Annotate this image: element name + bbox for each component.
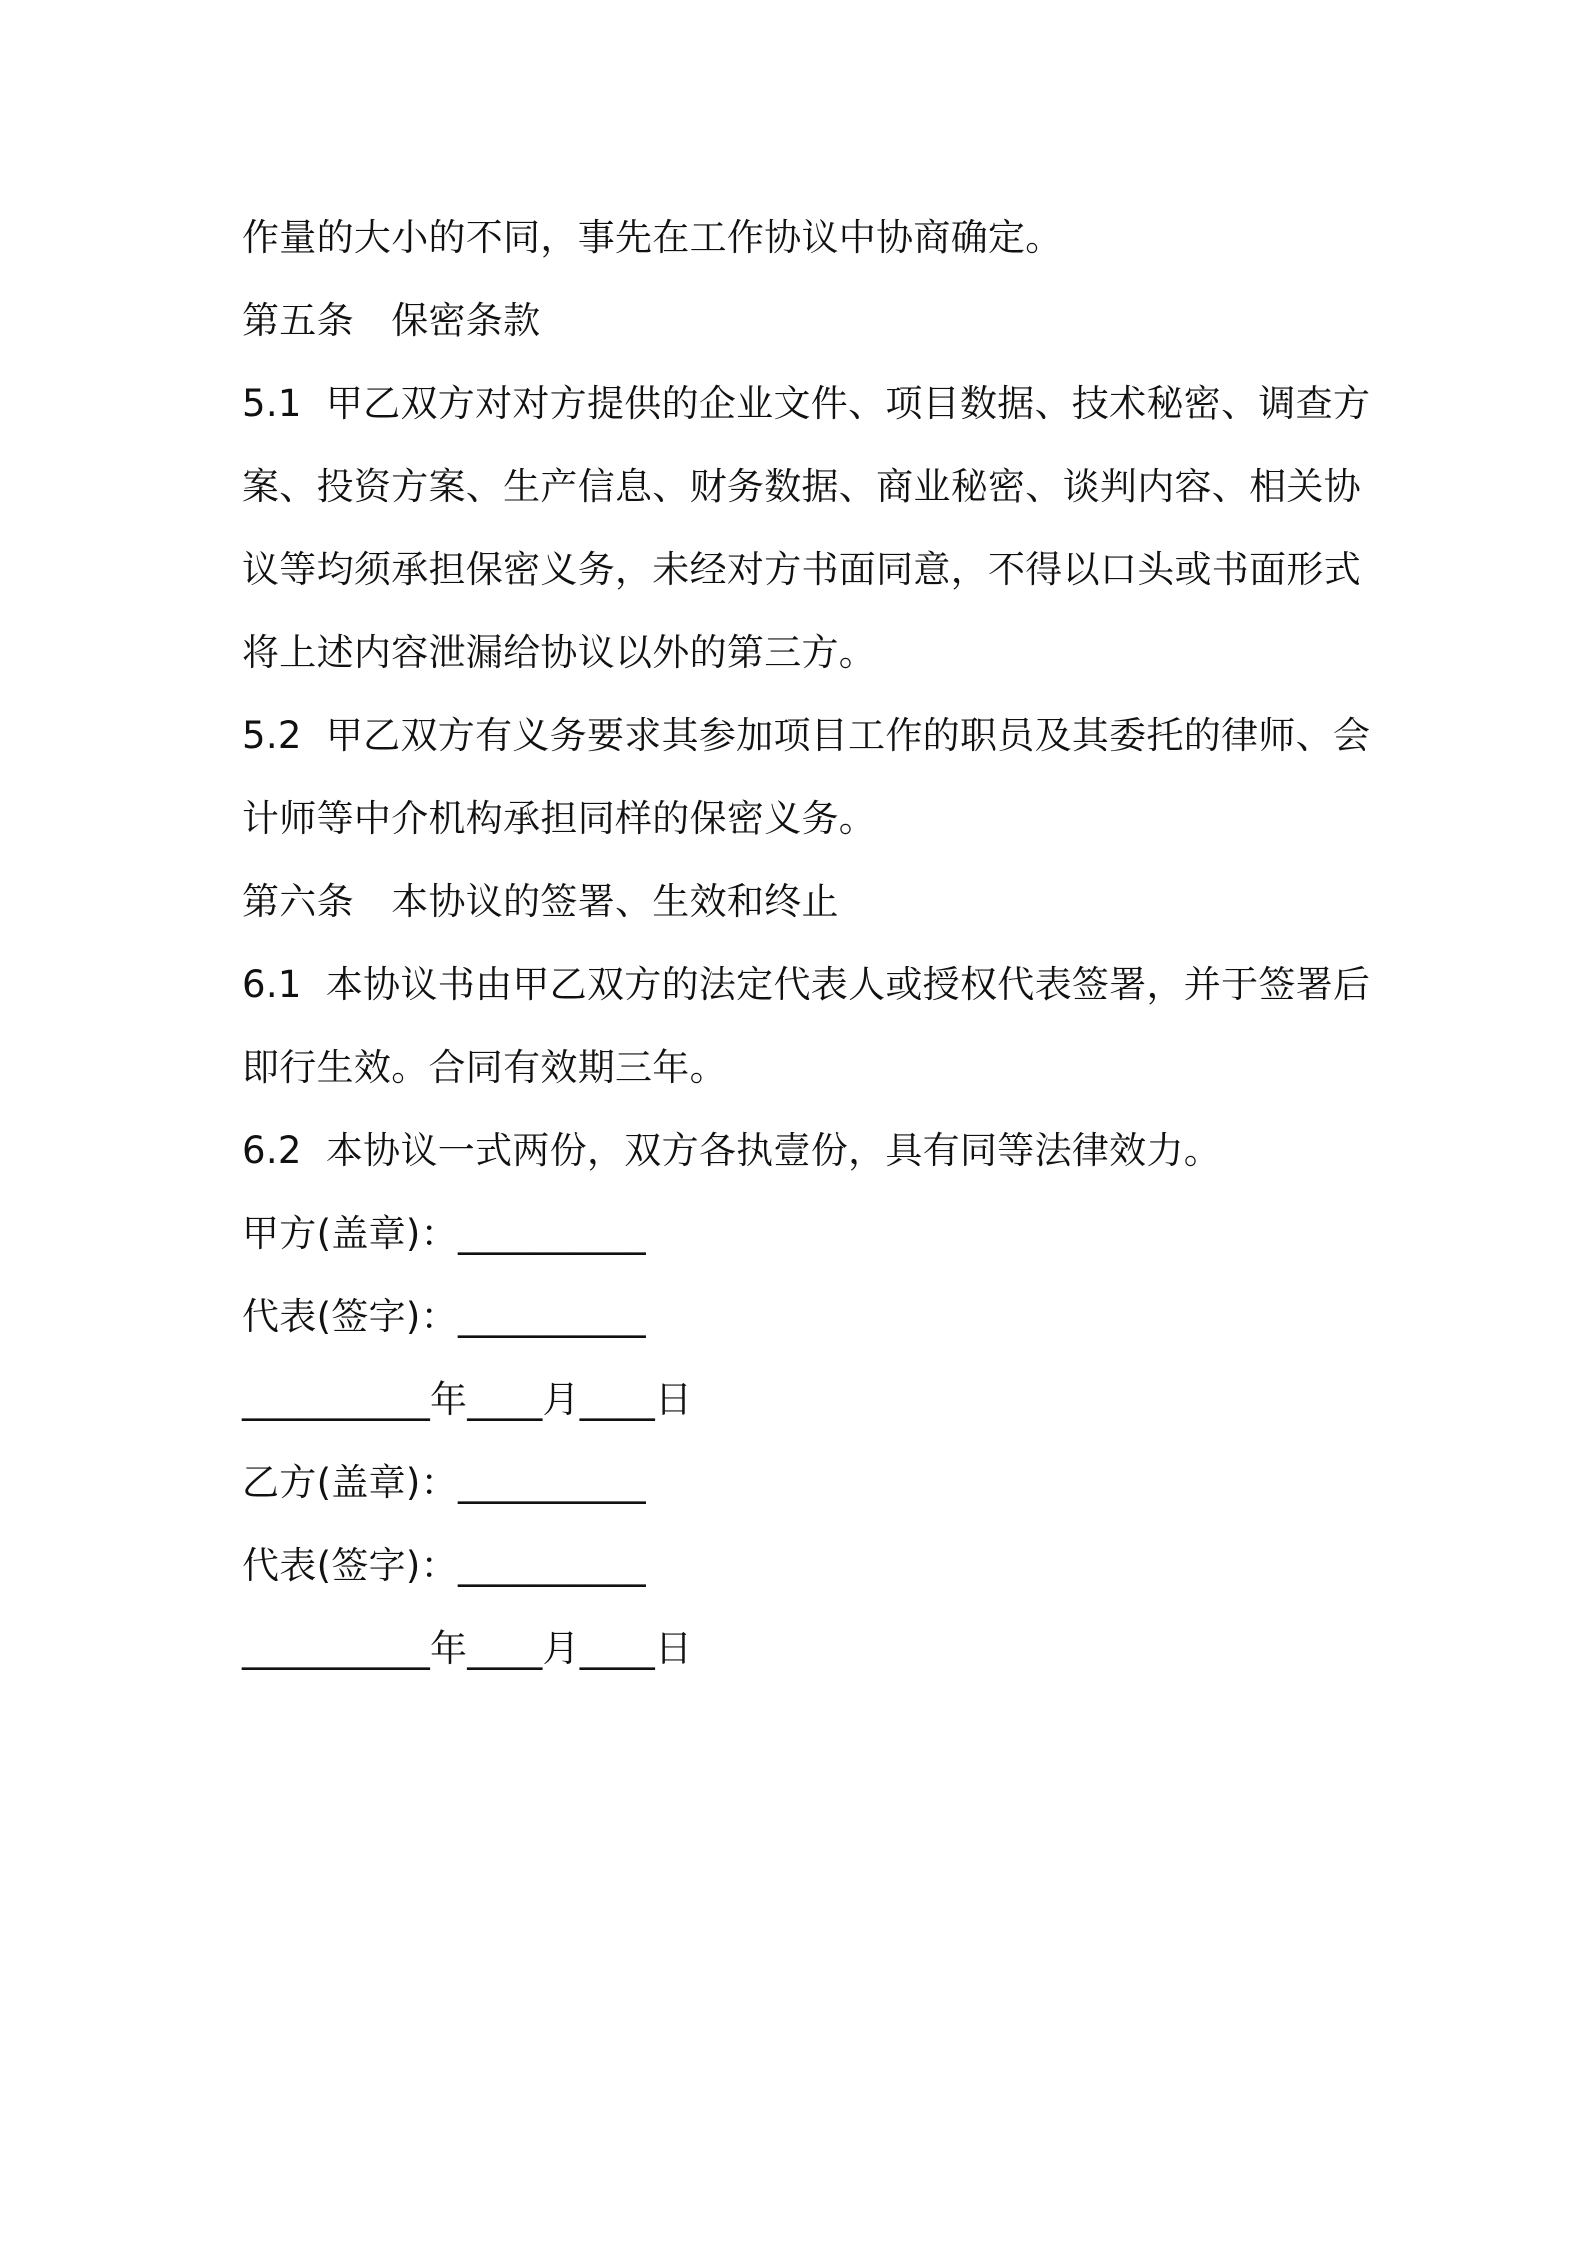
clause-6-1-line: 即行生效。合同有效期三年。 (242, 1046, 727, 1089)
clause-6-2-line: 6.2 本协议一式两份，双方各执壹份，具有同等法律效力。 (242, 1129, 1222, 1172)
clause-5-2-line: 计师等中介机构承担同样的保密义务。 (242, 797, 877, 840)
clause-5-1-line: 议等均须承担保密义务，未经对方书面同意，不得以口头或书面形式 (242, 548, 1361, 591)
party-b-seal-field: 乙方(盖章)：__________ (242, 1461, 646, 1504)
clause-5-1-line: 5.1 甲乙双方对对方提供的企业文件、项目数据、技术秘密、调查方 (242, 382, 1371, 425)
document-body (242, 196, 1371, 1690)
paragraph-line: 作量的大小的不同，事先在工作协议中协商确定。 (242, 216, 1063, 259)
clause-5-1-line: 将上述内容泄漏给协议以外的第三方。 (242, 631, 877, 674)
article-6-heading: 第六条 本协议的签署、生效和终止 (242, 880, 839, 923)
party-a-representative-field: 代表(签字)：__________ (242, 1295, 646, 1338)
clause-6-1-line: 6.1 本协议书由甲乙双方的法定代表人或授权代表签署，并于签署后 (242, 963, 1371, 1006)
party-b-representative-field: 代表(签字)：__________ (242, 1544, 646, 1587)
clause-5-2-line: 5.2 甲乙双方有义务要求其参加项目工作的职员及其委托的律师、会 (242, 714, 1371, 757)
party-a-date-field: __________年____月____日 (242, 1378, 693, 1421)
clause-5-1-line: 案、投资方案、生产信息、财务数据、商业秘密、谈判内容、相关协 (242, 465, 1361, 508)
party-a-seal-field: 甲方(盖章)：__________ (242, 1212, 646, 1255)
article-5-heading: 第五条 保密条款 (242, 299, 541, 342)
party-b-date-field: __________年____月____日 (242, 1627, 693, 1670)
